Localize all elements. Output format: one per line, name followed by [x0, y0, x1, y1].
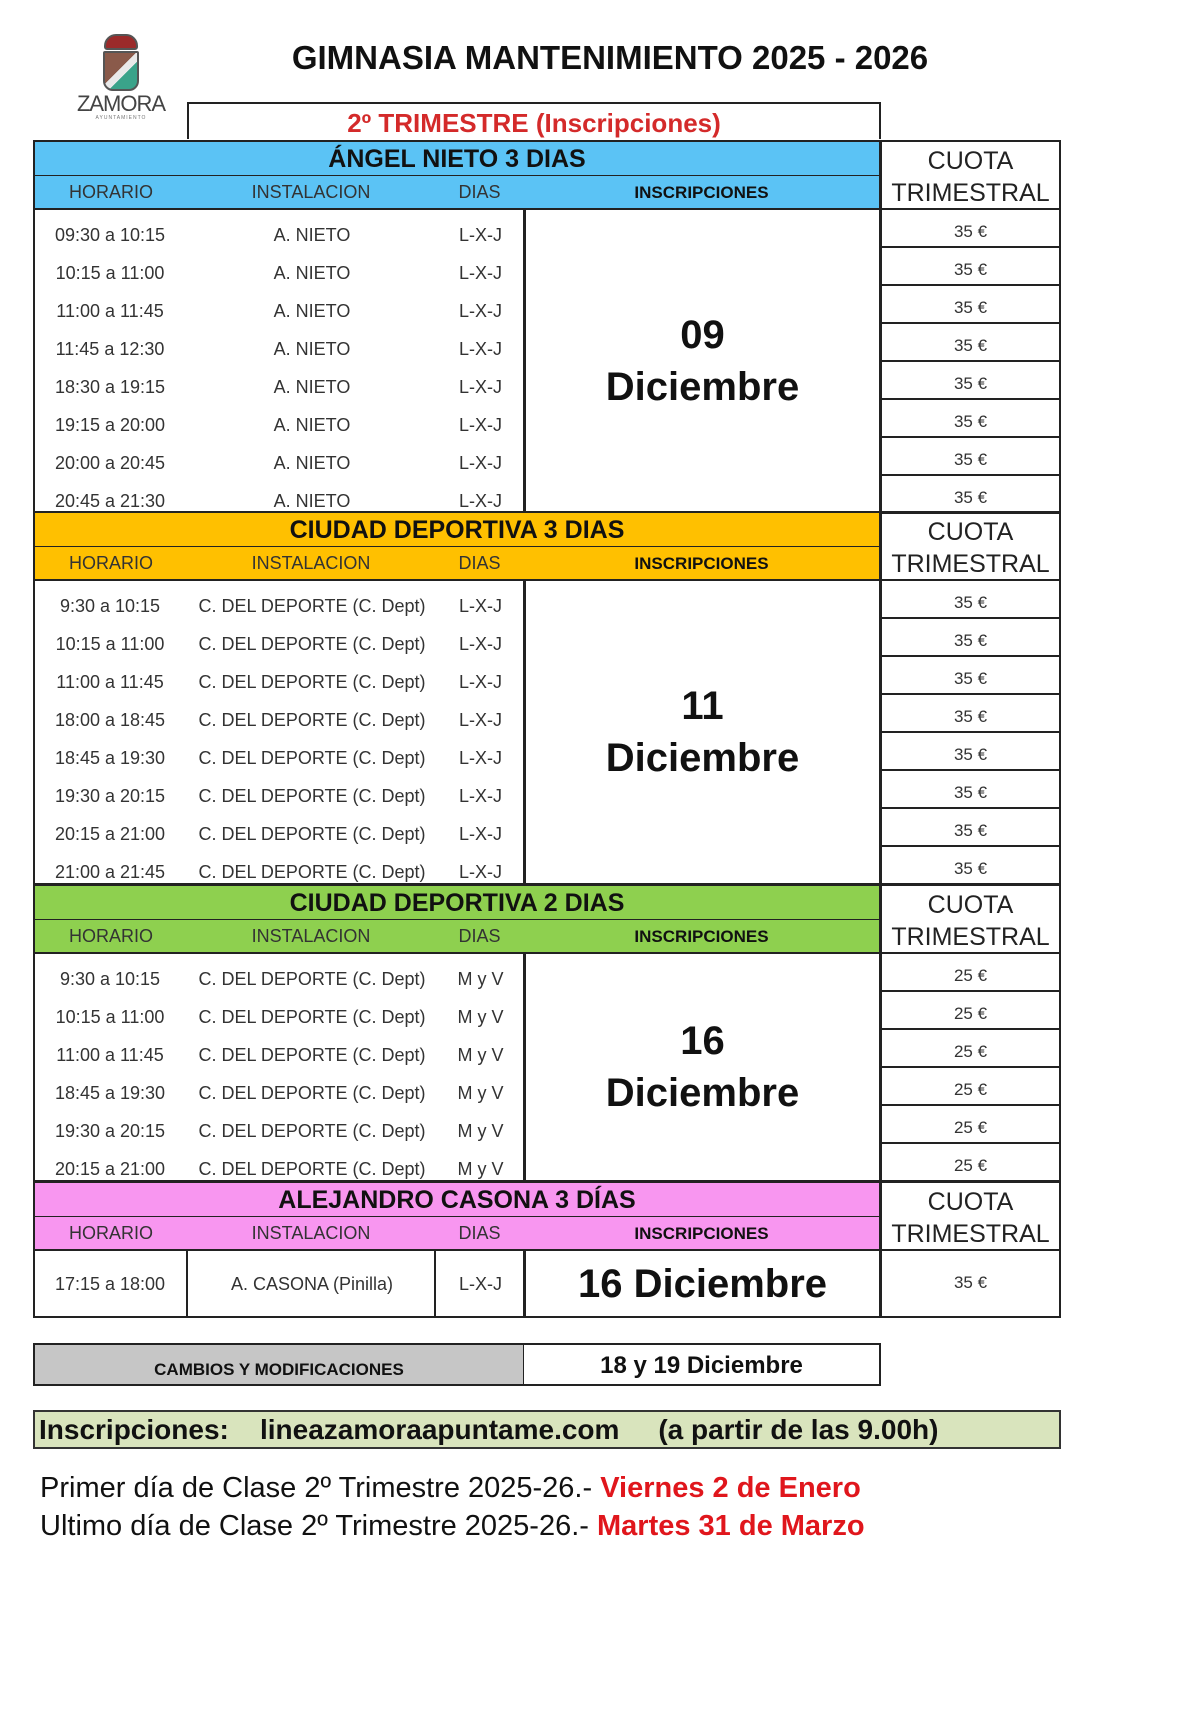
row-instalacion: A. NIETO	[273, 415, 351, 435]
row-instalacion: C. DEL DEPORTE (C. Dept)	[198, 1083, 426, 1103]
row-horario: 9:30 a 10:15	[59, 969, 161, 989]
row-dias: M y V	[457, 1159, 504, 1179]
column-header-horario: HORARIO	[33, 920, 189, 954]
row-instalacion: C. DEL DEPORTE (C. Dept)	[198, 1045, 426, 1065]
column-header-dias: DIAS	[435, 176, 526, 210]
row-horario: 20:15 a 21:00	[54, 1159, 166, 1179]
column-header-dias: DIAS	[435, 920, 526, 954]
cuota-line1: CUOTA	[927, 891, 1014, 919]
column-header-inscripciones: INSCRIPCIONES	[524, 1217, 881, 1251]
row-instalacion: C. DEL DEPORTE (C. Dept)	[198, 710, 426, 730]
row-cuota: 35 €	[880, 476, 1061, 514]
row-horario: 19:15 a 20:00	[54, 415, 166, 435]
row-dias: L-X-J	[458, 824, 502, 844]
crown-icon	[104, 34, 138, 50]
row-instalacion: C. DEL DEPORTE (C. Dept)	[198, 596, 426, 616]
row-instalacion: A. NIETO	[273, 301, 351, 321]
row-horario: 09:30 a 10:15	[54, 225, 166, 245]
row-dias: L-X-J	[458, 596, 502, 616]
section-title: ÁNGEL NIETO 3 DIAS	[33, 140, 881, 177]
last-class-day	[40, 1510, 865, 1543]
row-dias: L-X-J	[458, 453, 502, 473]
column-header-instalacion: INSTALACION	[187, 1217, 437, 1251]
column-header-inscripciones: INSCRIPCIONES	[524, 176, 881, 210]
row-dias: L-X-J	[458, 339, 502, 359]
row-instalacion: C. DEL DEPORTE (C. Dept)	[198, 1121, 426, 1141]
cuota-line2: TRIMESTRAL	[891, 923, 1050, 951]
row-horario: 9:30 a 10:15	[59, 596, 161, 616]
cuota-trimestral-header	[880, 1181, 1061, 1251]
row-horario: 11:00 a 11:45	[56, 672, 164, 692]
row-horario: 18:30 a 19:15	[54, 377, 166, 397]
row-dias: L-X-J	[458, 491, 502, 511]
row-horario: 11:45 a 12:30	[55, 339, 165, 359]
row-dias: L-X-J	[458, 710, 502, 730]
row-cuota: 35 €	[880, 1251, 1061, 1318]
row-instalacion: A. NIETO	[273, 377, 351, 397]
row-cuota: 35 €	[880, 695, 1061, 733]
row-cuota: 35 €	[880, 210, 1061, 248]
logo-subtitle: AYUNTAMIENTO	[95, 115, 147, 121]
row-dias: L-X-J	[458, 634, 502, 654]
cuota-trimestral-header	[880, 884, 1061, 954]
row-horario: 19:30 a 20:15	[54, 786, 166, 806]
cuota-line1: CUOTA	[927, 518, 1014, 546]
row-cuota: 25 €	[880, 992, 1061, 1030]
cambios-label: CAMBIOS Y MODIFICACIONES	[33, 1343, 525, 1386]
column-header-instalacion: INSTALACION	[187, 920, 437, 954]
row-horario: 11:00 a 11:45	[56, 1045, 164, 1065]
row-instalacion: A. NIETO	[273, 453, 351, 473]
row-horario: 17:15 a 18:00	[54, 1274, 166, 1294]
row-instalacion: A. NIETO	[273, 491, 351, 511]
inscripcion-day: 11	[681, 684, 724, 728]
inscripcion-date	[524, 1251, 881, 1318]
row-horario: 10:15 a 11:00	[55, 1007, 165, 1027]
column-header-horario: HORARIO	[33, 1217, 189, 1251]
row-instalacion: A. CASONA (Pinilla)	[230, 1274, 394, 1294]
row-horario: 18:45 a 19:30	[54, 1083, 166, 1103]
row-dias: L-X-J	[458, 225, 502, 245]
section-title: CIUDAD DEPORTIVA 2 DIAS	[33, 884, 881, 921]
row-cuota: 35 €	[880, 248, 1061, 286]
row-cuota: 25 €	[880, 1068, 1061, 1106]
cuota-line1: CUOTA	[927, 147, 1014, 175]
cuota-trimestral-header	[880, 140, 1061, 210]
row-instalacion: C. DEL DEPORTE (C. Dept)	[198, 748, 426, 768]
row-horario: 11:00 a 11:45	[56, 301, 164, 321]
inscripcion-date	[524, 954, 881, 1182]
cuota-line1: CUOTA	[927, 1188, 1014, 1216]
row-cuota: 35 €	[880, 847, 1061, 885]
row-dias: M y V	[457, 1045, 504, 1065]
column-header-instalacion: INSTALACION	[187, 176, 437, 210]
row-instalacion: C. DEL DEPORTE (C. Dept)	[198, 1007, 426, 1027]
row-dias: L-X-J	[458, 415, 502, 435]
row-cuota: 35 €	[880, 400, 1061, 438]
row-horario: 10:15 a 11:00	[55, 634, 165, 654]
trimestre-banner: 2º TRIMESTRE (Inscripciones)	[187, 102, 881, 139]
inscripcion-date	[524, 210, 881, 514]
row-dias: L-X-J	[458, 862, 502, 882]
row-horario: 20:00 a 20:45	[54, 453, 166, 473]
row-dias: L-X-J	[458, 748, 502, 768]
first-day-date: Viernes 2 de Enero	[600, 1472, 861, 1504]
cuota-line2: TRIMESTRAL	[891, 1220, 1050, 1248]
row-cuota: 35 €	[880, 733, 1061, 771]
page-title: GIMNASIA MANTENIMIENTO 2025 - 2026	[291, 39, 929, 76]
cuota-trimestral-header	[880, 511, 1061, 581]
last-day-date: Martes 31 de Marzo	[597, 1510, 865, 1542]
column-header-inscripciones: INSCRIPCIONES	[524, 920, 881, 954]
inscripcion-date	[524, 581, 881, 885]
row-horario: 20:45 a 21:30	[54, 491, 166, 511]
row-dias: L-X-J	[458, 377, 502, 397]
row-instalacion: A. NIETO	[273, 339, 351, 359]
row-cuota: 25 €	[880, 1030, 1061, 1068]
row-cuota: 35 €	[880, 657, 1061, 695]
inscripcion-date-text: 16 Diciembre	[577, 1261, 828, 1306]
cuota-line2: TRIMESTRAL	[891, 550, 1050, 578]
inscripcion-month: Diciembre	[605, 1071, 800, 1115]
row-cuota: 35 €	[880, 362, 1061, 400]
row-dias: L-X-J	[458, 786, 502, 806]
column-header-dias: DIAS	[435, 1217, 526, 1251]
first-class-day	[40, 1472, 861, 1505]
row-instalacion: C. DEL DEPORTE (C. Dept)	[198, 672, 426, 692]
row-instalacion: C. DEL DEPORTE (C. Dept)	[198, 634, 426, 654]
inscripcion-day: 16	[680, 1019, 725, 1063]
logo-name: ZAMORA	[76, 91, 166, 116]
row-horario: 18:00 a 18:45	[54, 710, 166, 730]
row-cuota: 35 €	[880, 286, 1061, 324]
first-day-label: Primer día de Clase 2º Trimestre 2025-26.-	[40, 1472, 601, 1504]
inscripcion-day: 09	[680, 313, 725, 357]
row-instalacion: C. DEL DEPORTE (C. Dept)	[198, 824, 426, 844]
column-header-horario: HORARIO	[33, 176, 189, 210]
web-url-link[interactable]: lineazamoraapuntame.com	[259, 1414, 620, 1445]
row-cuota: 35 €	[880, 619, 1061, 657]
row-dias: M y V	[457, 969, 504, 989]
row-cuota: 25 €	[880, 954, 1061, 992]
row-horario: 19:30 a 20:15	[54, 1121, 166, 1141]
row-cuota: 35 €	[880, 771, 1061, 809]
row-cuota: 35 €	[880, 581, 1061, 619]
zamora-logo	[66, 34, 176, 124]
row-instalacion: C. DEL DEPORTE (C. Dept)	[198, 1159, 426, 1179]
row-cuota: 35 €	[880, 324, 1061, 362]
row-cuota: 25 €	[880, 1106, 1061, 1144]
column-header-dias: DIAS	[435, 547, 526, 581]
row-instalacion: A. NIETO	[273, 263, 351, 283]
row-horario: 10:15 a 11:00	[55, 263, 165, 283]
section-title: CIUDAD DEPORTIVA 3 DIAS	[33, 511, 881, 548]
row-cuota: 25 €	[880, 1144, 1061, 1182]
row-horario: 21:00 a 21:45	[54, 862, 166, 882]
row-dias: M y V	[457, 1121, 504, 1141]
row-horario: 20:15 a 21:00	[54, 824, 166, 844]
column-header-horario: HORARIO	[33, 547, 189, 581]
row-dias: L-X-J	[458, 301, 502, 321]
section-title: ALEJANDRO CASONA 3 DÍAS	[33, 1181, 881, 1218]
last-day-label: Ultimo día de Clase 2º Trimestre 2025-26.-	[40, 1510, 597, 1542]
web-label: Inscripciones:	[39, 1414, 229, 1445]
web-note: (a partir de las 9.00h)	[658, 1414, 939, 1445]
inscripcion-month: Diciembre	[605, 736, 800, 780]
row-dias: M y V	[457, 1083, 504, 1103]
row-cuota: 35 €	[880, 809, 1061, 847]
inscripciones-web-bar	[33, 1410, 1061, 1449]
row-dias: M y V	[457, 1007, 504, 1027]
column-header-instalacion: INSTALACION	[187, 547, 437, 581]
row-dias: L-X-J	[458, 1274, 502, 1294]
row-instalacion: C. DEL DEPORTE (C. Dept)	[198, 862, 426, 882]
inscripcion-month: Diciembre	[605, 365, 800, 409]
coat-of-arms-icon	[103, 51, 139, 91]
row-instalacion: C. DEL DEPORTE (C. Dept)	[198, 969, 426, 989]
row-horario: 18:45 a 19:30	[54, 748, 166, 768]
column-header-inscripciones: INSCRIPCIONES	[524, 547, 881, 581]
cuota-line2: TRIMESTRAL	[891, 179, 1050, 207]
row-dias: L-X-J	[458, 672, 502, 692]
row-instalacion: C. DEL DEPORTE (C. Dept)	[198, 786, 426, 806]
row-instalacion: A. NIETO	[273, 225, 351, 245]
row-cuota: 35 €	[880, 438, 1061, 476]
cambios-dates: 18 y 19 Diciembre	[524, 1343, 881, 1386]
row-dias: L-X-J	[458, 263, 502, 283]
